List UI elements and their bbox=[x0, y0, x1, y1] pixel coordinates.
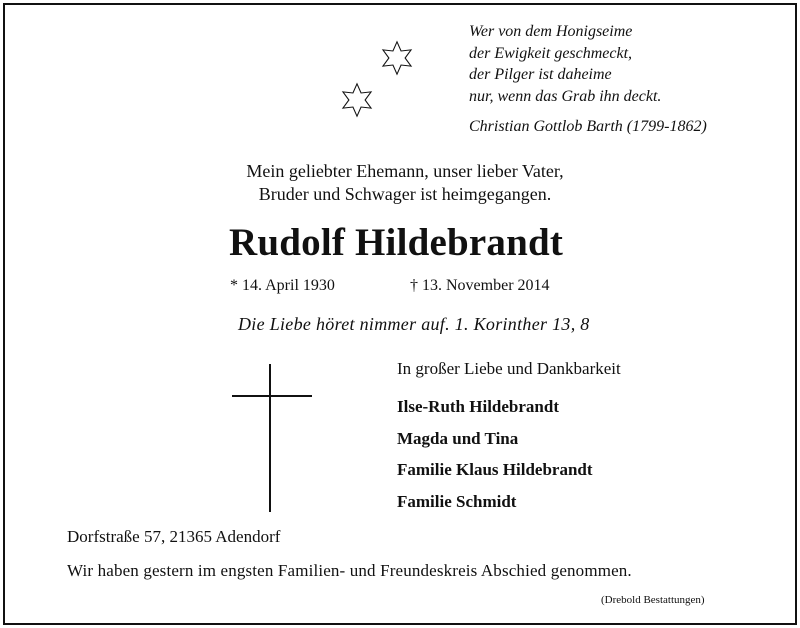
poem-line: der Ewigkeit geschmeckt, bbox=[469, 44, 633, 62]
birth-date: * 14. April 1930 bbox=[230, 277, 335, 294]
farewell-text: Wir haben gestern im engsten Familien- und Freundeskreis Abschied genommen. bbox=[67, 561, 632, 580]
mourners-list bbox=[397, 391, 593, 517]
mourner-name: Familie Schmidt bbox=[397, 491, 517, 511]
mourners-intro: In großer Liebe und Dankbarkeit bbox=[397, 359, 621, 378]
address: Dorfstraße 57, 21365 Adendorf bbox=[67, 527, 281, 546]
cross-icon bbox=[232, 364, 312, 512]
poem-line: nur, wenn das Grab ihn deckt. bbox=[469, 87, 662, 105]
poem-line: Wer von dem Honigseime bbox=[469, 23, 633, 40]
intro-line: Mein geliebter Ehemann, unser lieber Vater, bbox=[246, 161, 564, 181]
deceased-name: Rudolf Hildebrandt bbox=[229, 221, 564, 264]
star-icon-lower bbox=[339, 82, 375, 118]
star-icon-upper bbox=[379, 40, 415, 76]
poem-author: Christian Gottlob Barth (1799-1862) bbox=[469, 118, 707, 135]
mourner-name: Magda und Tina bbox=[397, 428, 519, 448]
death-date: † 13. November 2014 bbox=[410, 277, 550, 294]
intro-text bbox=[205, 160, 605, 206]
intro-line: Bruder und Schwager ist heimgegangen. bbox=[258, 184, 552, 204]
funeral-home-credit: (Drebold Bestattungen) bbox=[601, 594, 705, 606]
poem bbox=[469, 21, 661, 107]
mourner-name: Ilse-Ruth Hildebrandt bbox=[397, 397, 559, 416]
mourner-name: Familie Klaus Hildebrandt bbox=[397, 460, 593, 479]
poem-line: der Pilger ist daheime bbox=[469, 66, 612, 83]
bible-verse: Die Liebe höret nimmer auf. 1. Korinther 13, 8 bbox=[238, 314, 590, 334]
